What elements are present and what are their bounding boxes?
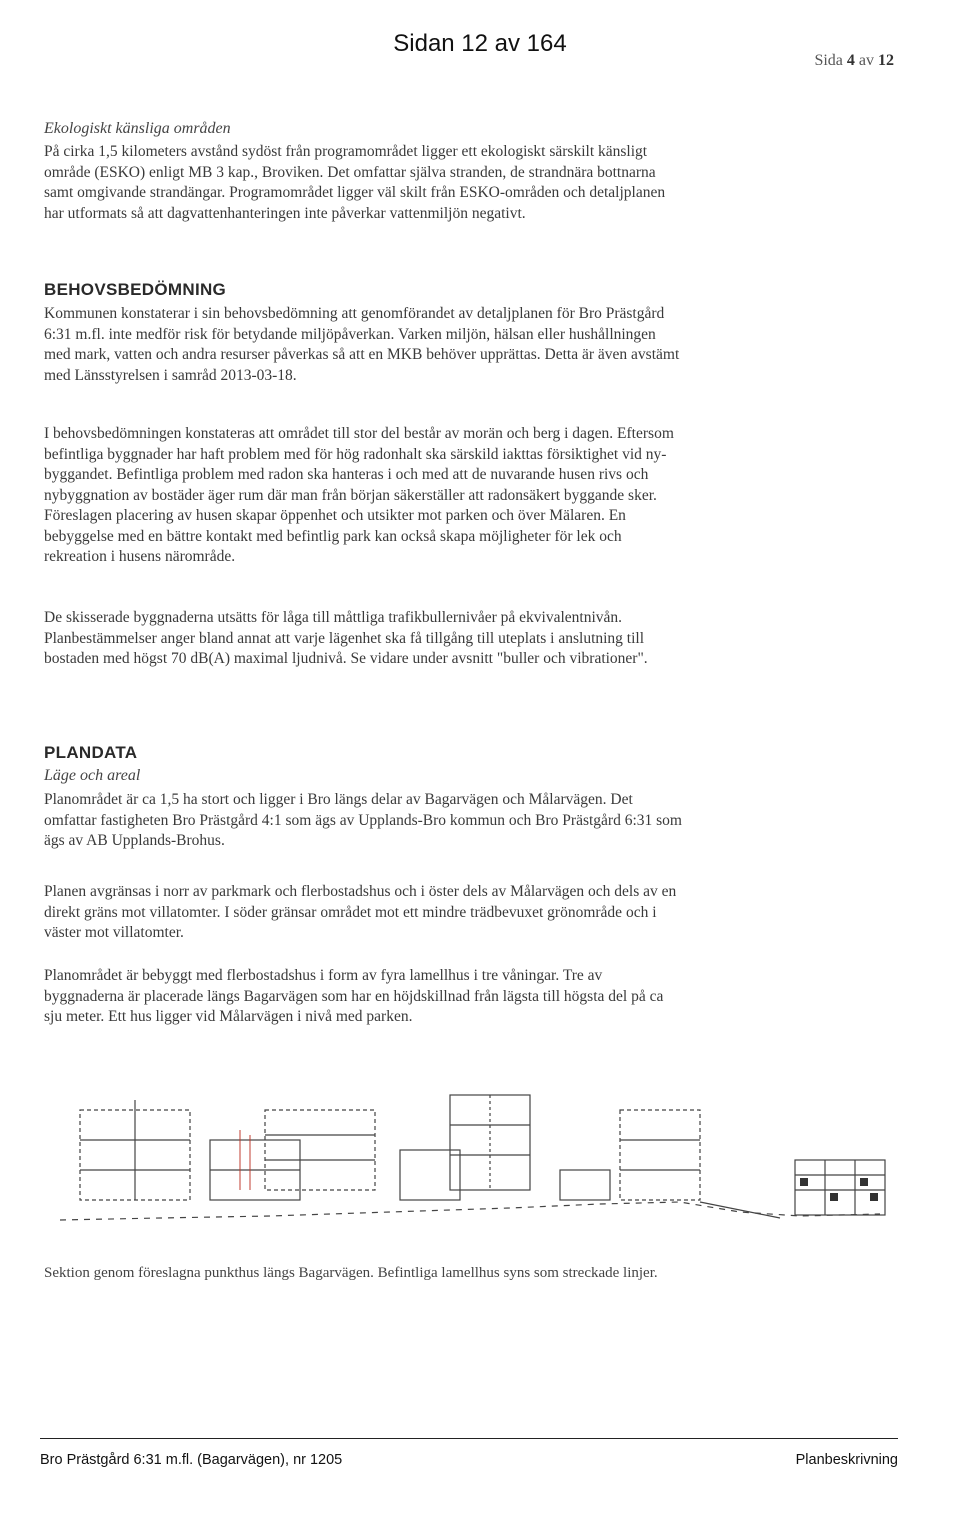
eko-paragraph [44,142,665,224]
text-line: samt omgivande strandängar. Programområdet ligger väl skilt från ESKO-områden och detaljplanen [44,184,666,201]
text-line: område (ESKO) enligt MB 3 kap., Broviken. Det omfattar själva stranden, de strandnära bottnarna [44,163,656,181]
text-line: byggnaderna är placerade längs Bagarvägen som har en höjdskillnad från lägsta till högsta del på ca [44,987,664,1005]
text-line: Planområdet är bebyggt med flerbostadshus i form av fyra lamellhus i tre våningar. Tre av [44,967,603,984]
behov-heading: BEHOVSBEDÖMNING [44,280,227,299]
text-line: väster mot villatomter. [44,924,184,941]
page-current: 4 [846,52,855,69]
footer-divider [40,1438,898,1439]
text-line: Planområdet är ca 1,5 ha stort och ligger i Bro längs delar av Bagarvägen och Målarvägen. Det [44,791,633,808]
text-line: med mark, vatten och andra resurser påverkas så att en MKB behöver upprättas. Detta är även avstämt [44,346,680,363]
eko-heading: Ekologiskt känsliga områden [44,120,231,137]
text-line: befintliga byggnader har haft problem med för hög radonhalt ska särskild iakttas försiktighet vid ny- [44,445,667,463]
text-line: omfattar fastigheten Bro Prästgård 4:1 som ägs av Upplands-Bro kommun och Bro Prästgård 6:31 som [44,811,682,829]
plandata-subheading: Läge och areal [44,767,141,784]
page-label: Sida [814,52,843,69]
page-number [814,52,894,70]
plandata-paragraph-1 [44,790,682,852]
text-line: På cirka 1,5 kilometers avstånd sydöst från programområdet ligger ett ekologiskt särskilt känsligt [44,143,648,160]
page-sep: av [858,52,874,69]
text-line: Planbestämmelser anger bland annat att varje lägenhet ska få tillgång till uteplats i anslutning till [44,629,645,647]
page-total: 12 [878,52,894,69]
behov-paragraph-1 [44,304,679,386]
text-line: rekreation i husens närområde. [44,548,236,565]
text-line: direkt gräns mot villatomter. I söder gränsar området mot ett mindre trädbevuxet grönområde och i [44,903,657,921]
text-line: Kommunen konstaterar i sin behovsbedömning att genomförandet av detaljplanen för Bro Prästgård [44,305,665,322]
figure-caption: Sektion genom föreslagna punkthus längs Bagarvägen. Befintliga lamellhus syns som streckade linjer. [44,1265,658,1281]
text-line: bostaden med högst 70 dB(A) maximal ljudnivå. Se vidare under avsnitt "buller och vibrationer". [44,650,648,667]
plandata-heading: PLANDATA [44,743,138,762]
text-line: har utformats så att dagvattenhanteringen inte påverkar vattenmiljön negativt. [44,204,526,222]
section-drawing [40,1090,900,1250]
behov-paragraph-2 [44,424,674,568]
plandata-paragraph-2 [44,882,676,944]
text-line: nybyggnation av bostäder äger rum där man från början säkerställer att radonsäkert byggande sker. [44,486,657,504]
text-line: byggandet. Befintliga problem med radon ska hanteras i och med att de nuvarande husen rivs och [44,466,649,483]
plandata-paragraph-3 [44,966,663,1028]
text-line: sju meter. Ett hus ligger vid Målarvägen i nivå med parken. [44,1008,413,1025]
text-line: I behovsbedömningen konstateras att området till stor del består av morän och berg i dagen. Eftersom [44,425,674,442]
text-line: De skisserade byggnaderna utsätts för låga till måttliga trafikbullernivåer på ekvivalentnivån. [44,609,623,626]
footer-right: Planbeskrivning [795,1452,898,1468]
text-line: med Länsstyrelsen i samråd 2013-03-18. [44,366,297,384]
text-line: ägs av AB Upplands-Brohus. [44,832,225,849]
footer-left: Bro Prästgård 6:31 m.fl. (Bagarvägen), nr 1205 [40,1452,343,1468]
text-line: Föreslagen placering av husen skapar öppenhet och utsikter mot parken och över Mälaren. En [44,507,626,524]
text-line: bebyggelse med en bättre kontakt med befintlig park kan också skapa möjligheter för lek och [44,527,622,545]
behov-paragraph-3 [44,608,648,670]
text-line: 6:31 m.fl. inte medför risk för betydande miljöpåverkan. Varken miljön, hälsan eller hushållningen [44,325,656,343]
document-header-title: Sidan 12 av 164 [393,30,567,57]
text-line: Planen avgränsas i norr av parkmark och flerbostadshus och i öster dels av Målarvägen och dels av en [44,883,677,900]
